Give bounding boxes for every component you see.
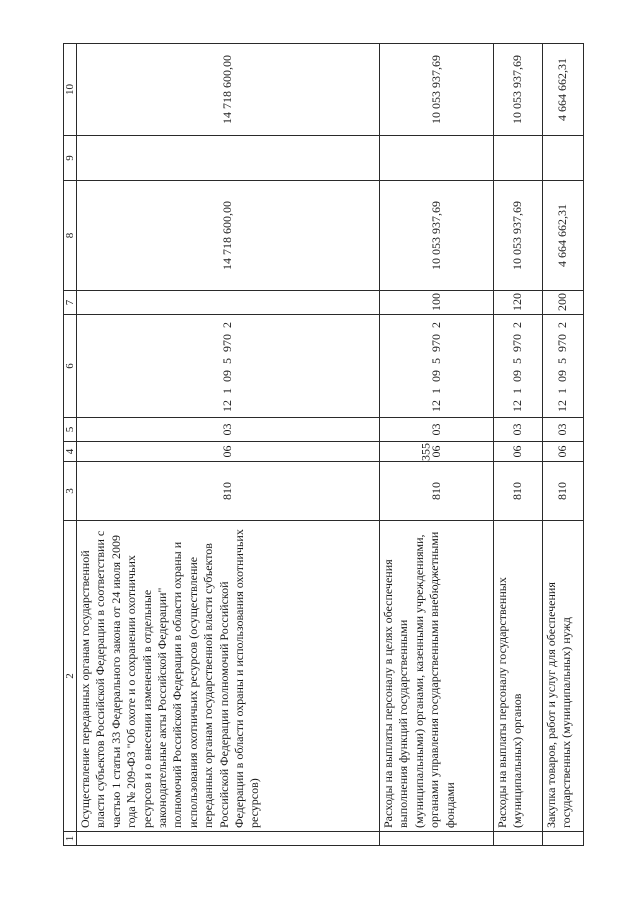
row-number-cell: [380, 832, 494, 846]
amount-cell: [543, 136, 584, 181]
amount-cell: 10 053 937,69: [380, 181, 494, 291]
amount-cell: 10 053 937,69: [494, 181, 543, 291]
header-cell: 4: [64, 442, 77, 462]
amount-cell: 4 664 662,31: [543, 181, 584, 291]
row-number-cell: [494, 832, 543, 846]
section-cell: 06: [543, 442, 584, 462]
section-cell: 06: [494, 442, 543, 462]
amount-cell: 14 718 600,00: [77, 181, 380, 291]
expense-type-cell: 120: [494, 291, 543, 315]
subsection-cell: 03: [494, 418, 543, 442]
table-row: [380, 44, 494, 846]
total-amount-cell: 4 664 662,31: [543, 44, 584, 136]
subsection-cell: 03: [77, 418, 380, 442]
header-cell: 1: [64, 832, 77, 846]
target-article-cell: 12 1 09 5 970 2: [543, 315, 584, 418]
admin-code-cell: 810: [77, 462, 380, 521]
expense-type-cell: [77, 291, 380, 315]
budget-table-rotated: [63, 44, 582, 846]
section-cell: 06: [380, 442, 494, 462]
target-article-cell: 12 1 09 5 970 2: [494, 315, 543, 418]
header-cell: 5: [64, 418, 77, 442]
target-article-cell: 12 1 09 5 970 2: [380, 315, 494, 418]
subsection-cell: 03: [380, 418, 494, 442]
description-cell: Закупка товаров, работ и услуг для обеспечения государственных (муниципальных) нужд: [543, 521, 584, 832]
header-cell: 2: [64, 521, 77, 832]
budget-table: [63, 43, 584, 846]
admin-code-cell: 810: [543, 462, 584, 521]
section-cell: 06: [77, 442, 380, 462]
total-amount-cell: 10 053 937,69: [494, 44, 543, 136]
expense-type-cell: 100: [380, 291, 494, 315]
description-cell: Расходы на выплаты персоналу государственных (муниципальных) органов: [494, 521, 543, 832]
header-cell: 6: [64, 315, 77, 418]
target-article-cell: 12 1 09 5 970 2: [77, 315, 380, 418]
row-number-cell: [77, 832, 380, 846]
header-cell: 3: [64, 462, 77, 521]
total-amount-cell: 14 718 600,00: [77, 44, 380, 136]
amount-cell: [380, 136, 494, 181]
row-number-cell: [543, 832, 584, 846]
admin-code-cell: 810: [380, 462, 494, 521]
table-row: [543, 44, 584, 846]
header-cell: 8: [64, 181, 77, 291]
description-cell: Осуществление переданных органам государственной власти субъектов Российской Федерации в соответствии с частью 1 статьи 33 Федерального закона от 24 июля 2009 года № 209-ФЗ "Об охоте и о сохранении охотничьих ресурсов и о внесении изменений в отдельные законодательные акты Российской Федерации" полномочий Российской Федерации в области охраны и использования охотничьих ресурсов (осуществление переданных органам государственной власти субъектов Российской Федерации полномочий Российской Федерации в области охраны и использования охотничьих ресурсов): [77, 521, 380, 832]
total-amount-cell: 10 053 937,69: [380, 44, 494, 136]
header-cell: 7: [64, 291, 77, 315]
page-number: 355: [418, 443, 433, 461]
admin-code-cell: 810: [494, 462, 543, 521]
description-cell: Расходы на выплаты персоналу в целях обеспечения выполнения функций государственными (муниципальными) органами, казенными учреждениями, органами управления государственными внебюджетными фондами: [380, 521, 494, 832]
header-cell: 10: [64, 44, 77, 136]
header-cell: 9: [64, 136, 77, 181]
amount-cell: [77, 136, 380, 181]
subsection-cell: 03: [543, 418, 584, 442]
header-row: [64, 44, 77, 846]
expense-type-cell: 200: [543, 291, 584, 315]
table-row: [494, 44, 543, 846]
table-row: [77, 44, 380, 846]
amount-cell: [494, 136, 543, 181]
